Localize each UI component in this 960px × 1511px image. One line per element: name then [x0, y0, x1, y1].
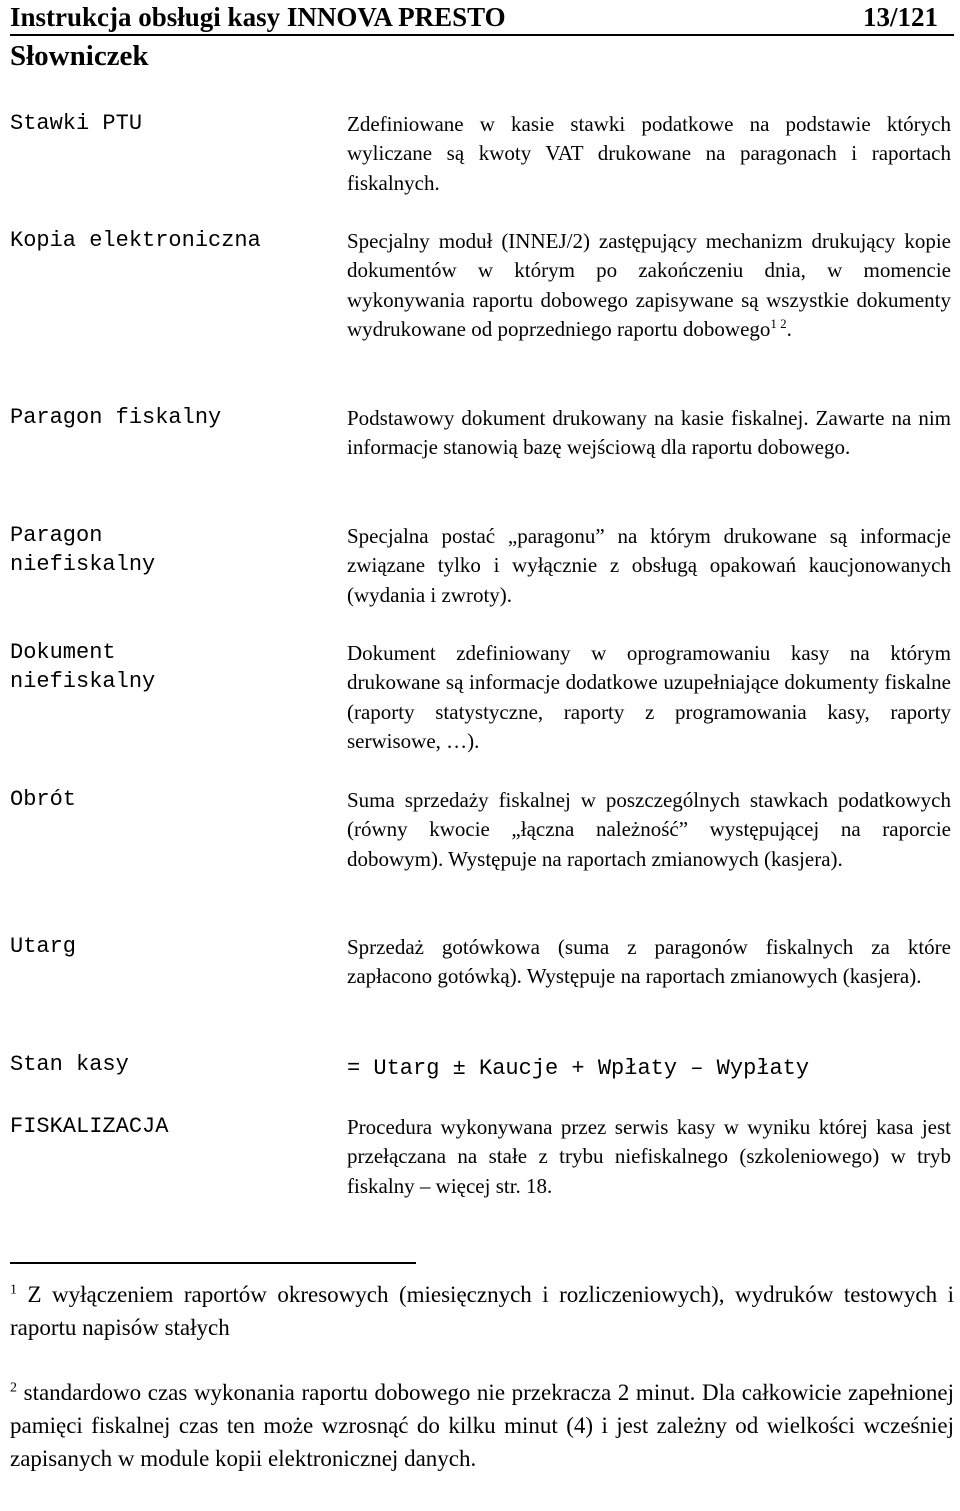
glossary-definition: [347, 227, 951, 344]
section-title: Słowniczek: [10, 40, 149, 72]
glossary-definition: Specjalna postać „paragonu” na którym drukowane są informacje związane tylko i wyłącznie z obsługą opakowań kaucjonowanych (wydania i zwroty).: [347, 524, 951, 607]
glossary-definition: Procedura wykonywana przez serwis kasy w wyniku której kasa jest przełączana na stałe z trybu niefiskalnego (szkoleniowego) w tryb fiskalny – więcej str. 18.: [347, 1115, 951, 1198]
footnote-reference: 1 2: [770, 315, 787, 331]
glossary-formula: = Utarg ± Kaucje + Wpłaty – Wypłaty: [347, 1056, 810, 1081]
glossary-term: Paragon niefiskalny: [10, 523, 156, 577]
glossary-term: FISKALIZACJA: [10, 1114, 169, 1139]
glossary-definition: Sprzedaż gotówkowa (suma z paragonów fiskalnych za które zapłacono gotówką). Występuje na raportach zmianowych (kasjera).: [347, 935, 951, 989]
glossary-term: Kopia elektroniczna: [10, 228, 261, 253]
glossary-term: Stan kasy: [10, 1052, 129, 1077]
glossary-term: Obrót: [10, 787, 77, 812]
glossary-term: Paragon fiskalny: [10, 405, 222, 430]
footnote: [10, 1376, 954, 1475]
definition-text: Specjalny moduł (INNEJ/2) zastępujący mechanizm drukujący kopie dokumentów w którym po zakończeniu dnia, w momencie wykonywania raportu dobowego zapisywane są wszystkie dokumenty wydrukowane od poprzedniego raportu dobowego: [347, 229, 951, 341]
glossary-definition: Dokument zdefiniowany w oprogramowaniu kasy na którym drukowane są informacje dodatkowe uzupełniające dokumenty fiskalne (raporty statystyczne, raporty z programowania kasy, raporty serwisowe, …).: [347, 641, 951, 753]
glossary-definition: Podstawowy dokument drukowany na kasie fiskalnej. Zawarte na nim informacje stanowią bazę wejściową dla raportu dobowego.: [347, 406, 951, 460]
footnote-text: standardowo czas wykonania raportu dobowego nie przekracza 2 minut. Dla całkowicie zapełnionej pamięci fiskalnej czas ten może wzrosnąć do kilku minut (4) i jest zależny od wielkości wcześniej zapisanych w module kopii elektronicznej danych.: [10, 1380, 955, 1471]
glossary-term: Utarg: [10, 934, 77, 959]
footnote-text: Z wyłączeniem raportów okresowych (miesięcznych i rozliczeniowych), wydruków testowych i raportu napisów stałych: [10, 1282, 954, 1340]
document-title: Instrukcja obsługi kasy INNOVA PRESTO: [10, 2, 506, 32]
glossary-definition: Zdefiniowane w kasie stawki podatkowe na podstawie których wyliczane są kwoty VAT drukowane na paragonach i raportach fiskalnych.: [347, 112, 951, 195]
page-header: [10, 2, 954, 36]
glossary-term: Stawki PTU: [10, 111, 143, 136]
glossary-term: Dokument niefiskalny: [10, 640, 156, 694]
footnote-separator: [10, 1262, 416, 1264]
glossary-definition: Suma sprzedaży fiskalnej w poszczególnych stawkach podatkowych (równy kwocie „łączna należność” występującej na raporcie dobowym). Występuje na raportach zmianowych (kasjera).: [347, 788, 951, 871]
footnote: [10, 1278, 954, 1344]
page-number: 13/121: [862, 2, 938, 32]
definition-tail: .: [786, 316, 792, 341]
footnote-mark: 2: [10, 1380, 17, 1396]
footnote-mark: 1: [10, 1282, 17, 1298]
